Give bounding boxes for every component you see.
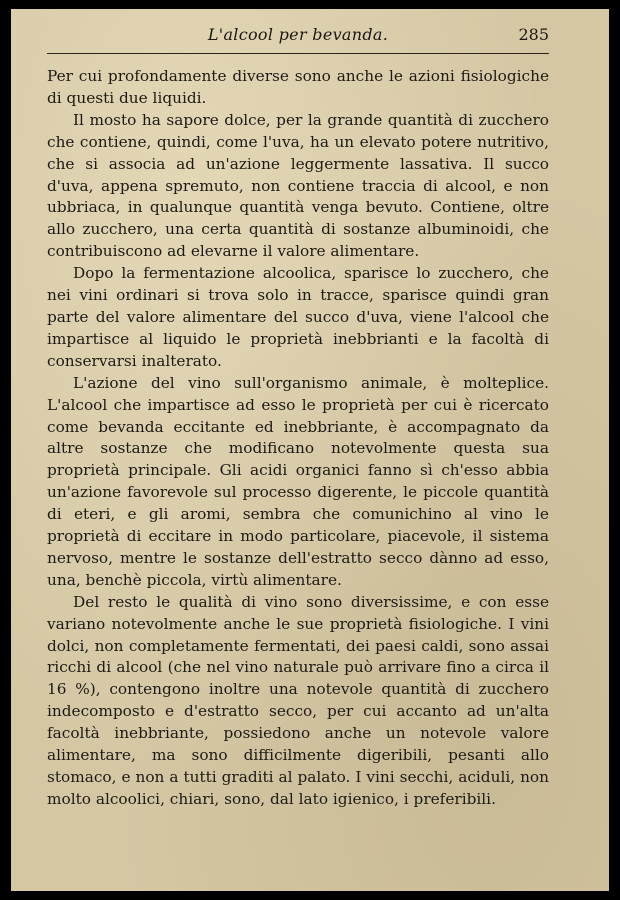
- paragraph-4: L'azione del vino sull'organismo animale, è molteplice. L'alcool che impartisce ad esso le proprietà per cui è ricercato come bevanda eccitante ed inebbriante, è accompagnato da altre sostanze che modificano notevolmente questa sua proprietà principale. Gli acidi organici fanno sì ch'esso abbia un'azione favorevole sul processo digerente, le piccole quantità di eteri, e gli aromi, sembra che comunichino al vino le proprietà di eccitare in modo particolare, piacevole, il sistema nervoso, mentre le sostanze dell'estratto secco dànno ad esso, una, benchè piccola, virtù alimentare.: [47, 373, 549, 589]
- page-number: 285: [518, 25, 549, 44]
- running-title: L'alcool per bevanda.: [207, 25, 389, 44]
- body-text: [47, 66, 549, 811]
- header-rule: [47, 53, 549, 54]
- paragraph-3: Dopo la fermentazione alcoolica, sparisce lo zucchero, che nei vini ordinari si trova solo in tracce, sparisce quindi gran parte del valore alimentare del succo d'uva, viene l'alcool che impartisce al liquido le proprietà inebbrianti e la facoltà di conservarsi inalterato.: [47, 264, 549, 370]
- page-header: [47, 25, 549, 51]
- paragraph-5: Del resto le qualità di vino sono diversissime, e con esse variano notevolmente anche le sue proprietà fisiologiche. I vini dolci, non completamente fermentati, dei paesi caldi, sono assai ricchi di alcool (che nel vino naturale può arrivare fino a circa il 16 %), contengono inoltre una notevole quantità di zucchero indecomposto e d'estratto secco, per cui accanto ad un'alta facoltà inebbriante, possiedono anche un notevole valore alimentare, ma sono difficilmente digeribili, pesanti allo stomaco, e non a tutti graditi al palato. I vini secchi, aciduli, non molto alcoolici, chiari, sono, dal lato igienico, i preferibili.: [47, 592, 549, 808]
- paragraph-1: Per cui profondamente diverse sono anche le azioni fisiologiche di questi due liquidi.: [47, 67, 549, 107]
- paragraph-2: Il mosto ha sapore dolce, per la grande quantità di zucchero che contiene, quindi, come l'uva, ha un elevato potere nutritivo, che si associa ad un'azione leggermente lassativa. Il succo d'uva, appena spremuto, non contiene traccia di alcool, e non ubbriaca, in qualunque quantità venga bevuto. Contiene, oltre allo zucchero, una certa quantità di sostanze albuminoidi, che contribuiscono ad elevarne il valore alimentare.: [47, 110, 549, 261]
- book-page: [11, 9, 609, 891]
